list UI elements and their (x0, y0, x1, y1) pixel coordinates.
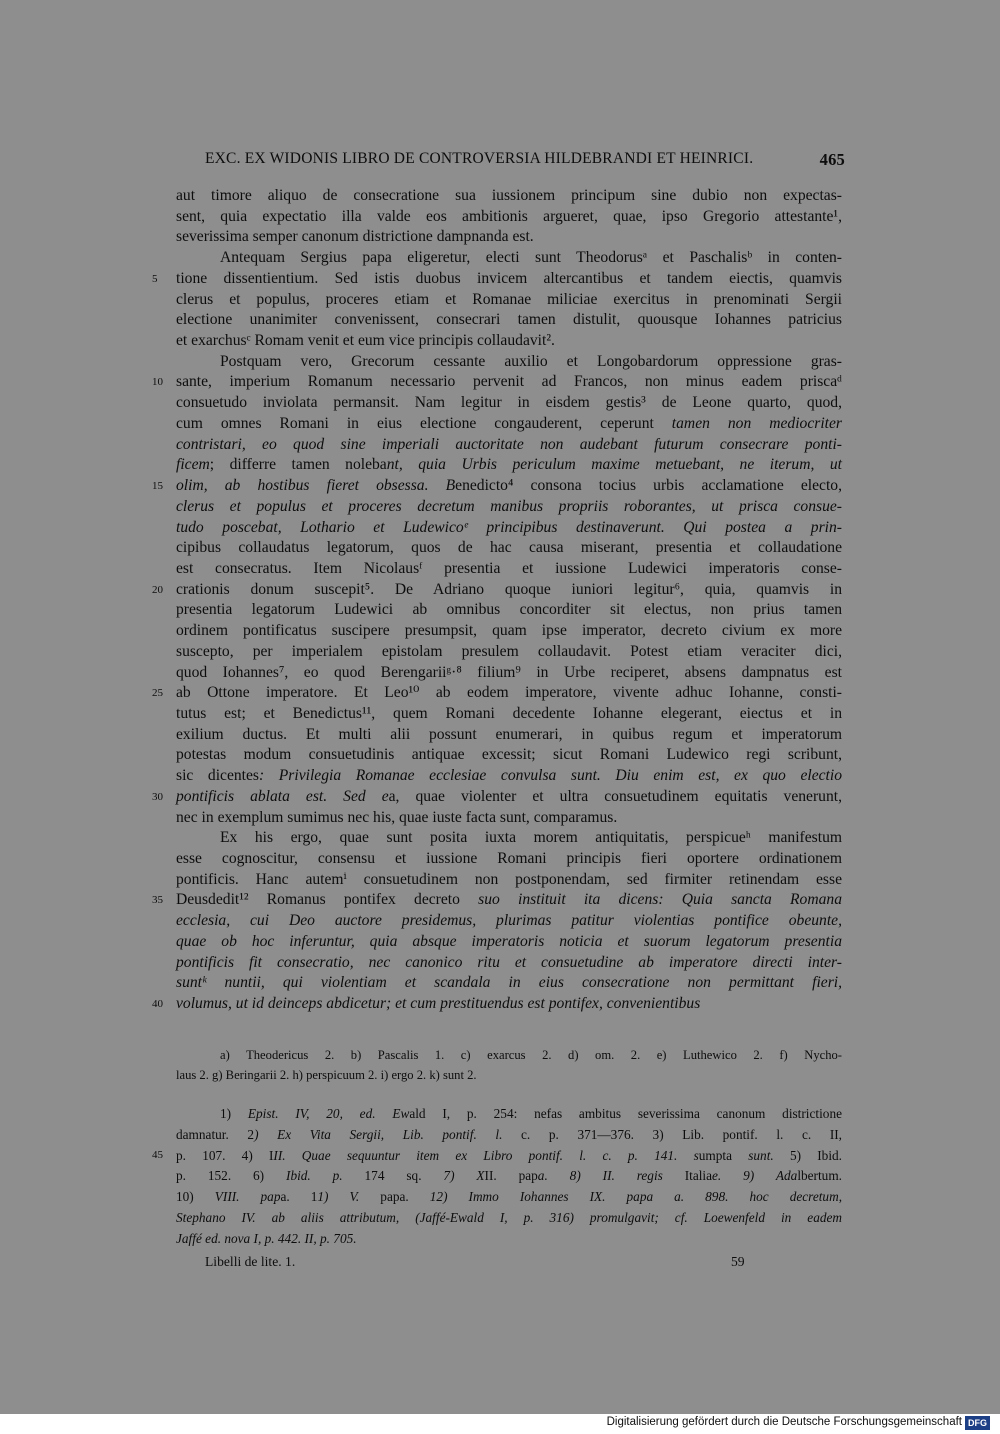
text-line: sent, quia expectatio illa valde eos ambitionis argueret, quae, ipso Gregorio attestante¹, (176, 207, 842, 225)
italic-span: e. 9) Ada (712, 1168, 798, 1184)
italic-span: II. Quae sequuntur item ex Libro pontif. l. c. p. 141. s (273, 1147, 699, 1163)
text-line (176, 435, 842, 455)
text-line (176, 973, 842, 993)
text-line: cum omnes Romani in eius electione congauderent, ceperunt tamen non mediocriter (176, 414, 842, 432)
italic-span: volumus, ut id deinceps abdicetur; et cum prestituendus est pontifex, convenientibus (176, 995, 701, 1013)
text-line: Deusdedit¹² Romanus pontifex decreto suo instituit ita dicens: Quia sancta Romana (176, 891, 842, 909)
italic-span: 1) V. (317, 1189, 381, 1205)
running-head-title: EXC. EX WIDONIS LIBRO DE CONTROVERSIA HILDEBRANDI ET HEINRICI. (205, 150, 754, 167)
line-number: 5 (152, 272, 158, 285)
italic-span: Epist. IV, 20, ed. Ew (247, 1106, 410, 1121)
italic-span: 12) Immo Iohannes IX. papa a. 898. hoc decretum (429, 1189, 839, 1205)
line-number: 15 (152, 480, 163, 493)
text-line: est consecratus. Item Nicolausᶠ presentia et iussione Ludewici imperatoris conse- (176, 559, 842, 577)
footnote-line: p. 107. 4) III. Quae sequuntur item ex Libro pontif. l. c. p. 141. sumpta sunt. 5) Ibid. (176, 1147, 842, 1163)
text-line: sante, imperium Romanum necessario pervenit ad Francos, non minus eadem priscaᵈ (176, 373, 842, 391)
italic-span: clerus et populus et proceres decretum manibus propriis roborantes, ut prisca consue- (176, 497, 842, 515)
text-line: Postquam vero, Grecorum cessante auxilio et Longobardorum oppressione gras- (220, 352, 842, 370)
italic-span: ficem (176, 456, 210, 474)
text-line: nec in exemplum sumimus nec his, quae iuste facta sunt, comparamus. (176, 808, 618, 826)
signature-right: 59 (731, 1254, 745, 1269)
text-line: potestas modum consuetudinis antiquae excessit; sicut Romani Ludewico regi scribunt, (176, 746, 842, 764)
footer-text: Digitalisierung gefördert durch die Deutsche Forschungsgemeinschaft (606, 1416, 962, 1428)
text-line (176, 994, 842, 1014)
italic-span: tamen non mediocriter (653, 414, 842, 432)
italic-span: Stephano IV. ab aliis attributum, (Jaffé-Ewald I, p. 316) promulgavit; cf. Loewenfeld in eadem (176, 1210, 842, 1225)
text-line: ab Ottone imperatore. Et Leo¹⁰ ab eodem imperatore, vivente adhuc Iohanne, consti- (176, 684, 842, 702)
italic-span: olim, ab hostibus fieret obsessa. B (176, 477, 456, 495)
italic-span: VIII. pap (214, 1189, 281, 1205)
text-line: Ex his ergo, quae sunt posita iuxta morem antiquitatis, perspicueʰ manifestum (220, 829, 842, 847)
text-line (176, 518, 842, 538)
italic-span: suntᵏ nuntii, qui violentiam et scandala in eius consecratione non permittant fieri, (176, 974, 842, 992)
italic-span: Ibid. p. (286, 1168, 343, 1184)
dfg-logo-icon: DFG (965, 1416, 990, 1430)
italic-span: pontificis ablata est. Sed e (176, 787, 389, 805)
text-line (176, 953, 842, 973)
line-number: 30 (152, 790, 163, 803)
text-line: pontificis. Hanc autemⁱ consuetudinem non postponendam, sed firmiter retinendam esse (176, 870, 842, 888)
italic-span: a. 8) II. regis (537, 1168, 663, 1184)
text-line: quod Iohannes⁷, eo quod Berengariiᵍ·⁸ filium⁹ in Urbe reciperet, absens dampnatus est (176, 663, 842, 681)
running-head (205, 150, 845, 168)
italic-span: 7) X (443, 1168, 485, 1184)
text-line (176, 932, 842, 952)
text-line: electione unanimiter convenissent, consecrari tamen distulit, quousque Iohannes patricius (176, 311, 842, 329)
text-line: crationis donum suscepit⁵. De Adriano quoque iuniori legitur⁶, quia, quamvis in (176, 580, 842, 598)
text-line: severissima semper canonum districtione dampnanda est. (176, 228, 534, 246)
text-line (176, 911, 842, 931)
italic-span: ecclesia, cui Deo auctore presidemus, plurimas patitur violentias pontifice obeunte, (176, 912, 842, 930)
text-line: olim, ab hostibus fieret obsessa. Benedicto⁴ consona tocius urbis acclamatione electo, (176, 477, 842, 495)
footnote-line: damnatur. 2) Ex Vita Sergii, Lib. pontif. l. c. p. 371—376. 3) Lib. pontif. l. c. II, (176, 1126, 842, 1142)
italic-span: Jaffé ed. nova I, p. 442. II, p. 705. (176, 1230, 357, 1246)
text-line: et exarchusᶜ Romam venit et eum vice principis collaudavit². (176, 332, 555, 350)
line-number: 25 (152, 687, 163, 700)
text-line: suscepto, per imperialem epistolam presulem collaudavit. Potest etiam veraciter dici, (176, 642, 842, 660)
line-number: 40 (152, 998, 163, 1011)
signature-left: Libelli de lite. 1. (205, 1254, 296, 1269)
text-line: ordinem pontificatus suscipere presumpsit, quam ipse imperator, decreto civium ex more (176, 622, 842, 640)
footnote-line: 1) Epist. IV, 20, ed. Ewald I, p. 254: nefas ambitus severissima canonum districtione (220, 1106, 842, 1121)
page-number: 465 (819, 150, 845, 169)
text-line: clerus et populus, proceres etiam et Romanae miliciae exercitus in prenominati Sergii (176, 290, 842, 308)
footnote-line: 10) VIII. papa. 11) V. papa. 12) Immo Iohannes IX. papa a. 898. hoc decretum, (176, 1189, 843, 1205)
text-line: sic dicentes: Privilegia Romanae ecclesiae convulsa sunt. Diu enim est, ex quo electio (176, 767, 842, 785)
text-line: exilium ductus. Et multi alii possunt enumerari, in quibus regum et imperatorum (176, 725, 842, 743)
text-line: esse cognoscitur, consensu et iussione Romani principis fieri oportere ordinationem (176, 850, 842, 868)
line-number: 10 (152, 376, 163, 389)
text-line: tione dissentientium. Sed istis duobus invicem altercantibus et tandem eiectis, quamvis (176, 269, 842, 287)
text-line: consuetudo inviolata permansit. Nam legitur in eisdem gestis³ de Leone quarto, quod, (176, 394, 842, 412)
text-line: ficem; differre tamen nolebant, quia Urbis periculum maxime metuebant, ne iterum, ut (176, 456, 842, 474)
italic-span: suo instituit ita dicens: Quia sancta Romana (459, 891, 842, 909)
footnote-line (176, 1208, 842, 1227)
line-number: 35 (152, 894, 163, 907)
footnote-line (176, 1229, 842, 1248)
italic-span: ) Ex Vita Sergii, Lib. pontif. l. (254, 1126, 503, 1142)
text-line (176, 497, 842, 517)
italic-span: contristari, eo quod sine imperiali auctoritate non audebant futurum consecrare ponti- (176, 435, 842, 453)
italic-span: : Privilegia Romanae ecclesiae convulsa sunt. Diu enim est, ex quo electio (259, 767, 842, 785)
italic-span: pontificis fit consecratio, nec canonico ritu et consuetudine ab imperatore directi inter- (176, 953, 842, 971)
italic-span: quae ob hoc inferuntur, quia absque imperatoris noticia et suorum legatorum presentia (176, 932, 842, 950)
line-number: 45 (152, 1148, 163, 1161)
footnote-line: p. 152. 6) Ibid. p. 174 sq. 7) XII. papa. 8) II. regis Italiae. 9) Adalbertum. (176, 1168, 842, 1184)
italic-span: nt, quia Urbis periculum maxime metuebant, ne iterum, ut (386, 456, 842, 474)
apparatus-line: laus 2. g) Beringarii 2. h) perspicuum 2. i) ergo 2. k) sunt 2. (176, 1068, 477, 1082)
apparatus-line: a) Theodericus 2. b) Pascalis 1. c) exarcus 2. d) om. 2. e) Luthewico 2. f) Nycho- (220, 1048, 842, 1062)
line-number: 20 (152, 583, 163, 596)
italic-span: tudo poscebat, Lothario et Ludewicoᵉ principibus destinaverunt. Qui postea a prin- (176, 518, 842, 536)
italic-span: sunt. (748, 1147, 790, 1163)
text-line: presentia legatorum Ludewici ab omnibus concorditer sit electus, non prius tamen (176, 601, 842, 619)
text-line: cipibus collaudatus legatorum, quos de hac causa miserant, presentia et collaudatione (176, 539, 842, 557)
text-line: aut timore aliquo de consecratione sua iussionem principum sine dubio non expectas- (176, 187, 842, 204)
text-line: pontificis ablata est. Sed ea, quae violenter et ultra consuetudinem equitatis venerunt, (176, 787, 842, 805)
text-line: Antequam Sergius papa eligeretur, electi sunt Theodorusᵃ et Paschalisᵇ in conten- (220, 249, 842, 267)
text-line: tutus est; et Benedictus¹¹, quem Romani decedente Iohanne elegerant, eiectus et in (176, 705, 842, 722)
